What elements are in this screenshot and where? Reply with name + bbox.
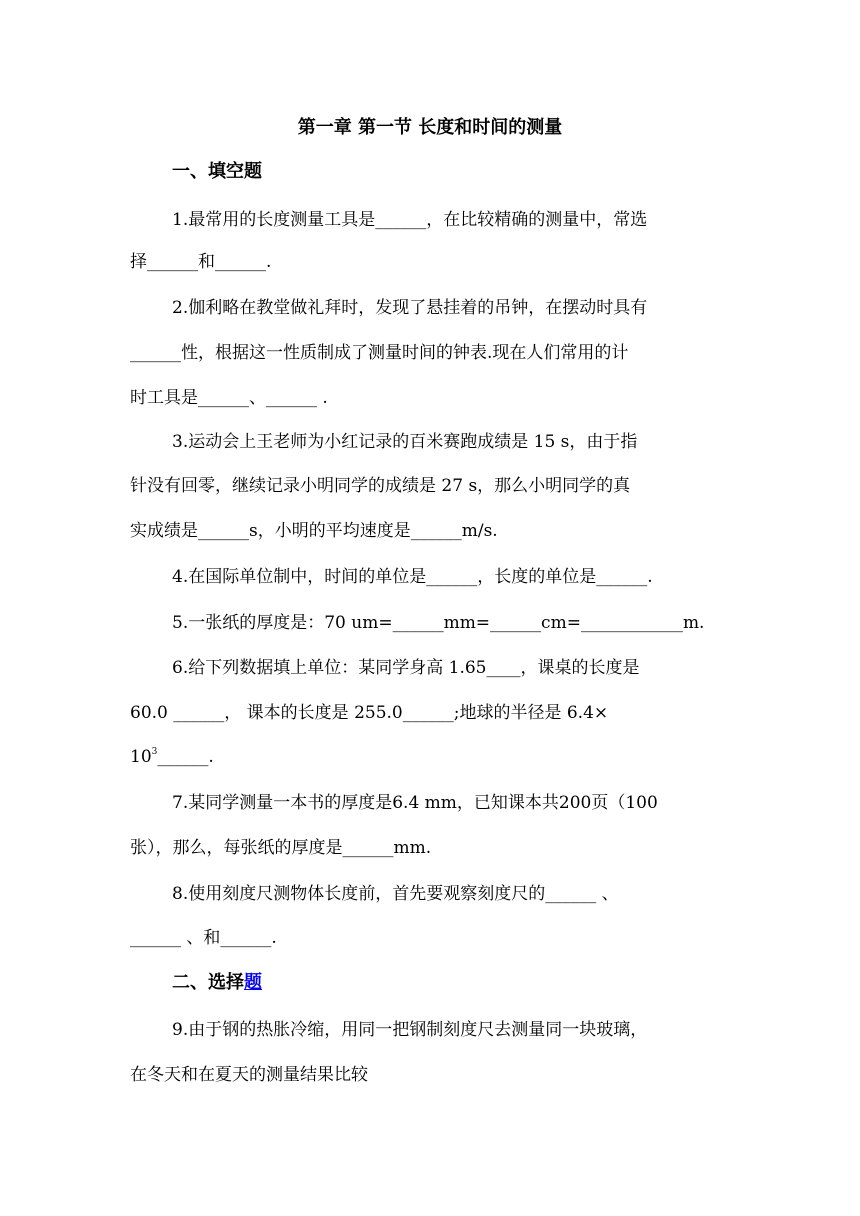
section-heading-fill-in: 一、填空题 bbox=[172, 161, 262, 182]
question-3-line-3: 实成绩是______s，小明的平均速度是______m/s. bbox=[130, 521, 498, 541]
question-7-line-2: 张），那么，每张纸的厚度是______mm. bbox=[130, 838, 432, 858]
question-4-line: 4.在国际单位制中，时间的单位是______，长度的单位是______. bbox=[172, 567, 653, 587]
question-9-line-2: 在冬天和在夏天的测量结果比较 bbox=[130, 1065, 368, 1085]
question-2-line-3: 时工具是______、______ . bbox=[130, 388, 328, 408]
question-9-line-1: 9.由于钢的热胀冷缩，用同一把钢制刻度尺去测量同一块玻璃， bbox=[172, 1020, 648, 1040]
exponent-base: 10 bbox=[130, 747, 152, 767]
question-2-line-2: ______性，根据这一性质制成了测量时间的钟表.现在人们常用的计 bbox=[130, 343, 629, 363]
question-8-line-2: ______ 、和______. bbox=[130, 928, 277, 948]
question-3-line-1: 3.运动会上王老师为小红记录的百米赛跑成绩是 15 s，由于指 bbox=[172, 432, 638, 452]
question-1-line-2: 择______和______. bbox=[130, 252, 272, 272]
question-1-line-1: 1.最常用的长度测量工具是______，在比较精确的测量中，常选 bbox=[172, 210, 648, 230]
section-2-link[interactable]: 题 bbox=[244, 972, 262, 993]
page-title: 第一章 第一节 长度和时间的测量 bbox=[297, 117, 563, 138]
exponent-superscript: 3 bbox=[151, 747, 158, 757]
question-6-blank: ______. bbox=[157, 747, 214, 767]
question-6-line-3 bbox=[130, 745, 214, 769]
question-2-line-1: 2.伽利略在教堂做礼拜时，发现了悬挂着的吊钟，在摆动时具有 bbox=[172, 298, 648, 318]
question-8-line-1: 8.使用刻度尺测物体长度前，首先要观察刻度尺的______ 、 bbox=[172, 884, 619, 904]
question-6-line-2: 60.0 ______， 课本的长度是 255.0______;地球的半径是 6.4× bbox=[130, 703, 609, 723]
section-2-label: 二、选择 bbox=[172, 972, 244, 993]
question-6-line-1: 6.给下列数据填上单位：某同学身高 1.65____，课桌的长度是 bbox=[172, 658, 640, 678]
question-7-line-1: 7.某同学测量一本书的厚度是6.4 mm，已知课本共200页（100 bbox=[172, 793, 658, 813]
section-heading-multiple-choice bbox=[172, 971, 262, 995]
question-5-line: 5.一张纸的厚度是：70 um=______mm=______cm=____________m. bbox=[172, 613, 705, 633]
question-3-line-2: 针没有回零，继续记录小明同学的成绩是 27 s，那么小明同学的真 bbox=[130, 476, 631, 496]
